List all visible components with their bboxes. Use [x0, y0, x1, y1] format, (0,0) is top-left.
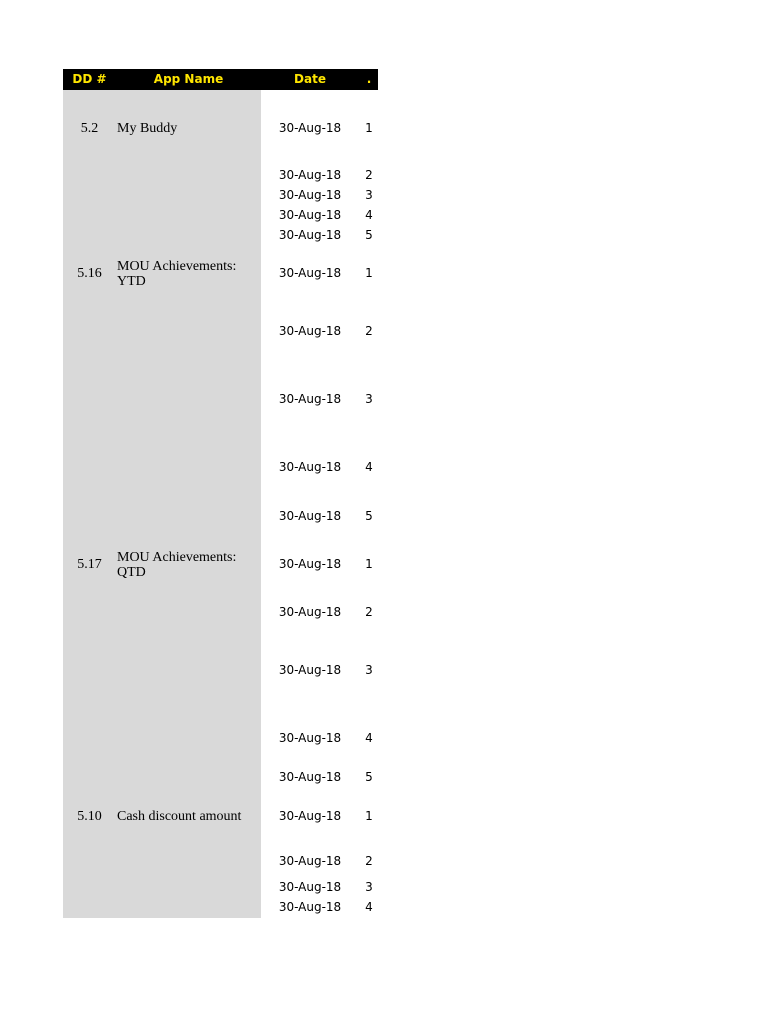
row-number: 3	[365, 392, 373, 406]
row-number: 4	[365, 900, 373, 914]
row-date: 30-Aug-18	[278, 208, 342, 222]
header-dd: DD #	[72, 72, 107, 86]
row-date: 30-Aug-18	[278, 509, 342, 523]
group-column-background	[63, 90, 261, 918]
dd-number: 5.10	[77, 809, 102, 824]
row-number: 2	[365, 605, 373, 619]
row-number: 5	[365, 228, 373, 242]
row-date: 30-Aug-18	[278, 557, 342, 571]
row-date: 30-Aug-18	[278, 460, 342, 474]
app-name: My Buddy	[117, 121, 178, 136]
row-number: 3	[365, 188, 373, 202]
row-date: 30-Aug-18	[278, 324, 342, 338]
row-date: 30-Aug-18	[278, 880, 342, 894]
row-number: 1	[365, 809, 373, 823]
row-number: 4	[365, 460, 373, 474]
row-date: 30-Aug-18	[278, 770, 342, 784]
row-number: 4	[365, 731, 373, 745]
row-date: 30-Aug-18	[278, 188, 342, 202]
row-number: 1	[365, 121, 373, 135]
row-date: 30-Aug-18	[278, 809, 342, 823]
header-extra: .	[366, 72, 372, 86]
app-name: MOU Achievements: YTD	[117, 259, 237, 289]
row-date: 30-Aug-18	[278, 854, 342, 868]
row-date: 30-Aug-18	[278, 900, 342, 914]
header-date: Date	[294, 72, 326, 86]
row-number: 2	[365, 168, 373, 182]
row-number: 3	[365, 880, 373, 894]
row-date: 30-Aug-18	[278, 663, 342, 677]
row-number: 3	[365, 663, 373, 677]
row-date: 30-Aug-18	[278, 228, 342, 242]
row-date: 30-Aug-18	[278, 168, 342, 182]
row-number: 5	[365, 509, 373, 523]
row-date: 30-Aug-18	[278, 392, 342, 406]
row-date: 30-Aug-18	[278, 121, 342, 135]
app-name: MOU Achievements: QTD	[117, 550, 237, 580]
row-number: 5	[365, 770, 373, 784]
row-number: 1	[365, 557, 373, 571]
dd-number: 5.2	[80, 121, 99, 136]
dd-number: 5.16	[77, 266, 102, 281]
header-row	[63, 69, 378, 90]
row-date: 30-Aug-18	[278, 266, 342, 280]
row-number: 1	[365, 266, 373, 280]
row-date: 30-Aug-18	[278, 605, 342, 619]
header-app-name: App Name	[153, 72, 224, 86]
row-number: 4	[365, 208, 373, 222]
row-number: 2	[365, 324, 373, 338]
dd-number: 5.17	[77, 557, 102, 572]
row-date: 30-Aug-18	[278, 731, 342, 745]
app-name: Cash discount amount	[117, 809, 242, 824]
row-number: 2	[365, 854, 373, 868]
